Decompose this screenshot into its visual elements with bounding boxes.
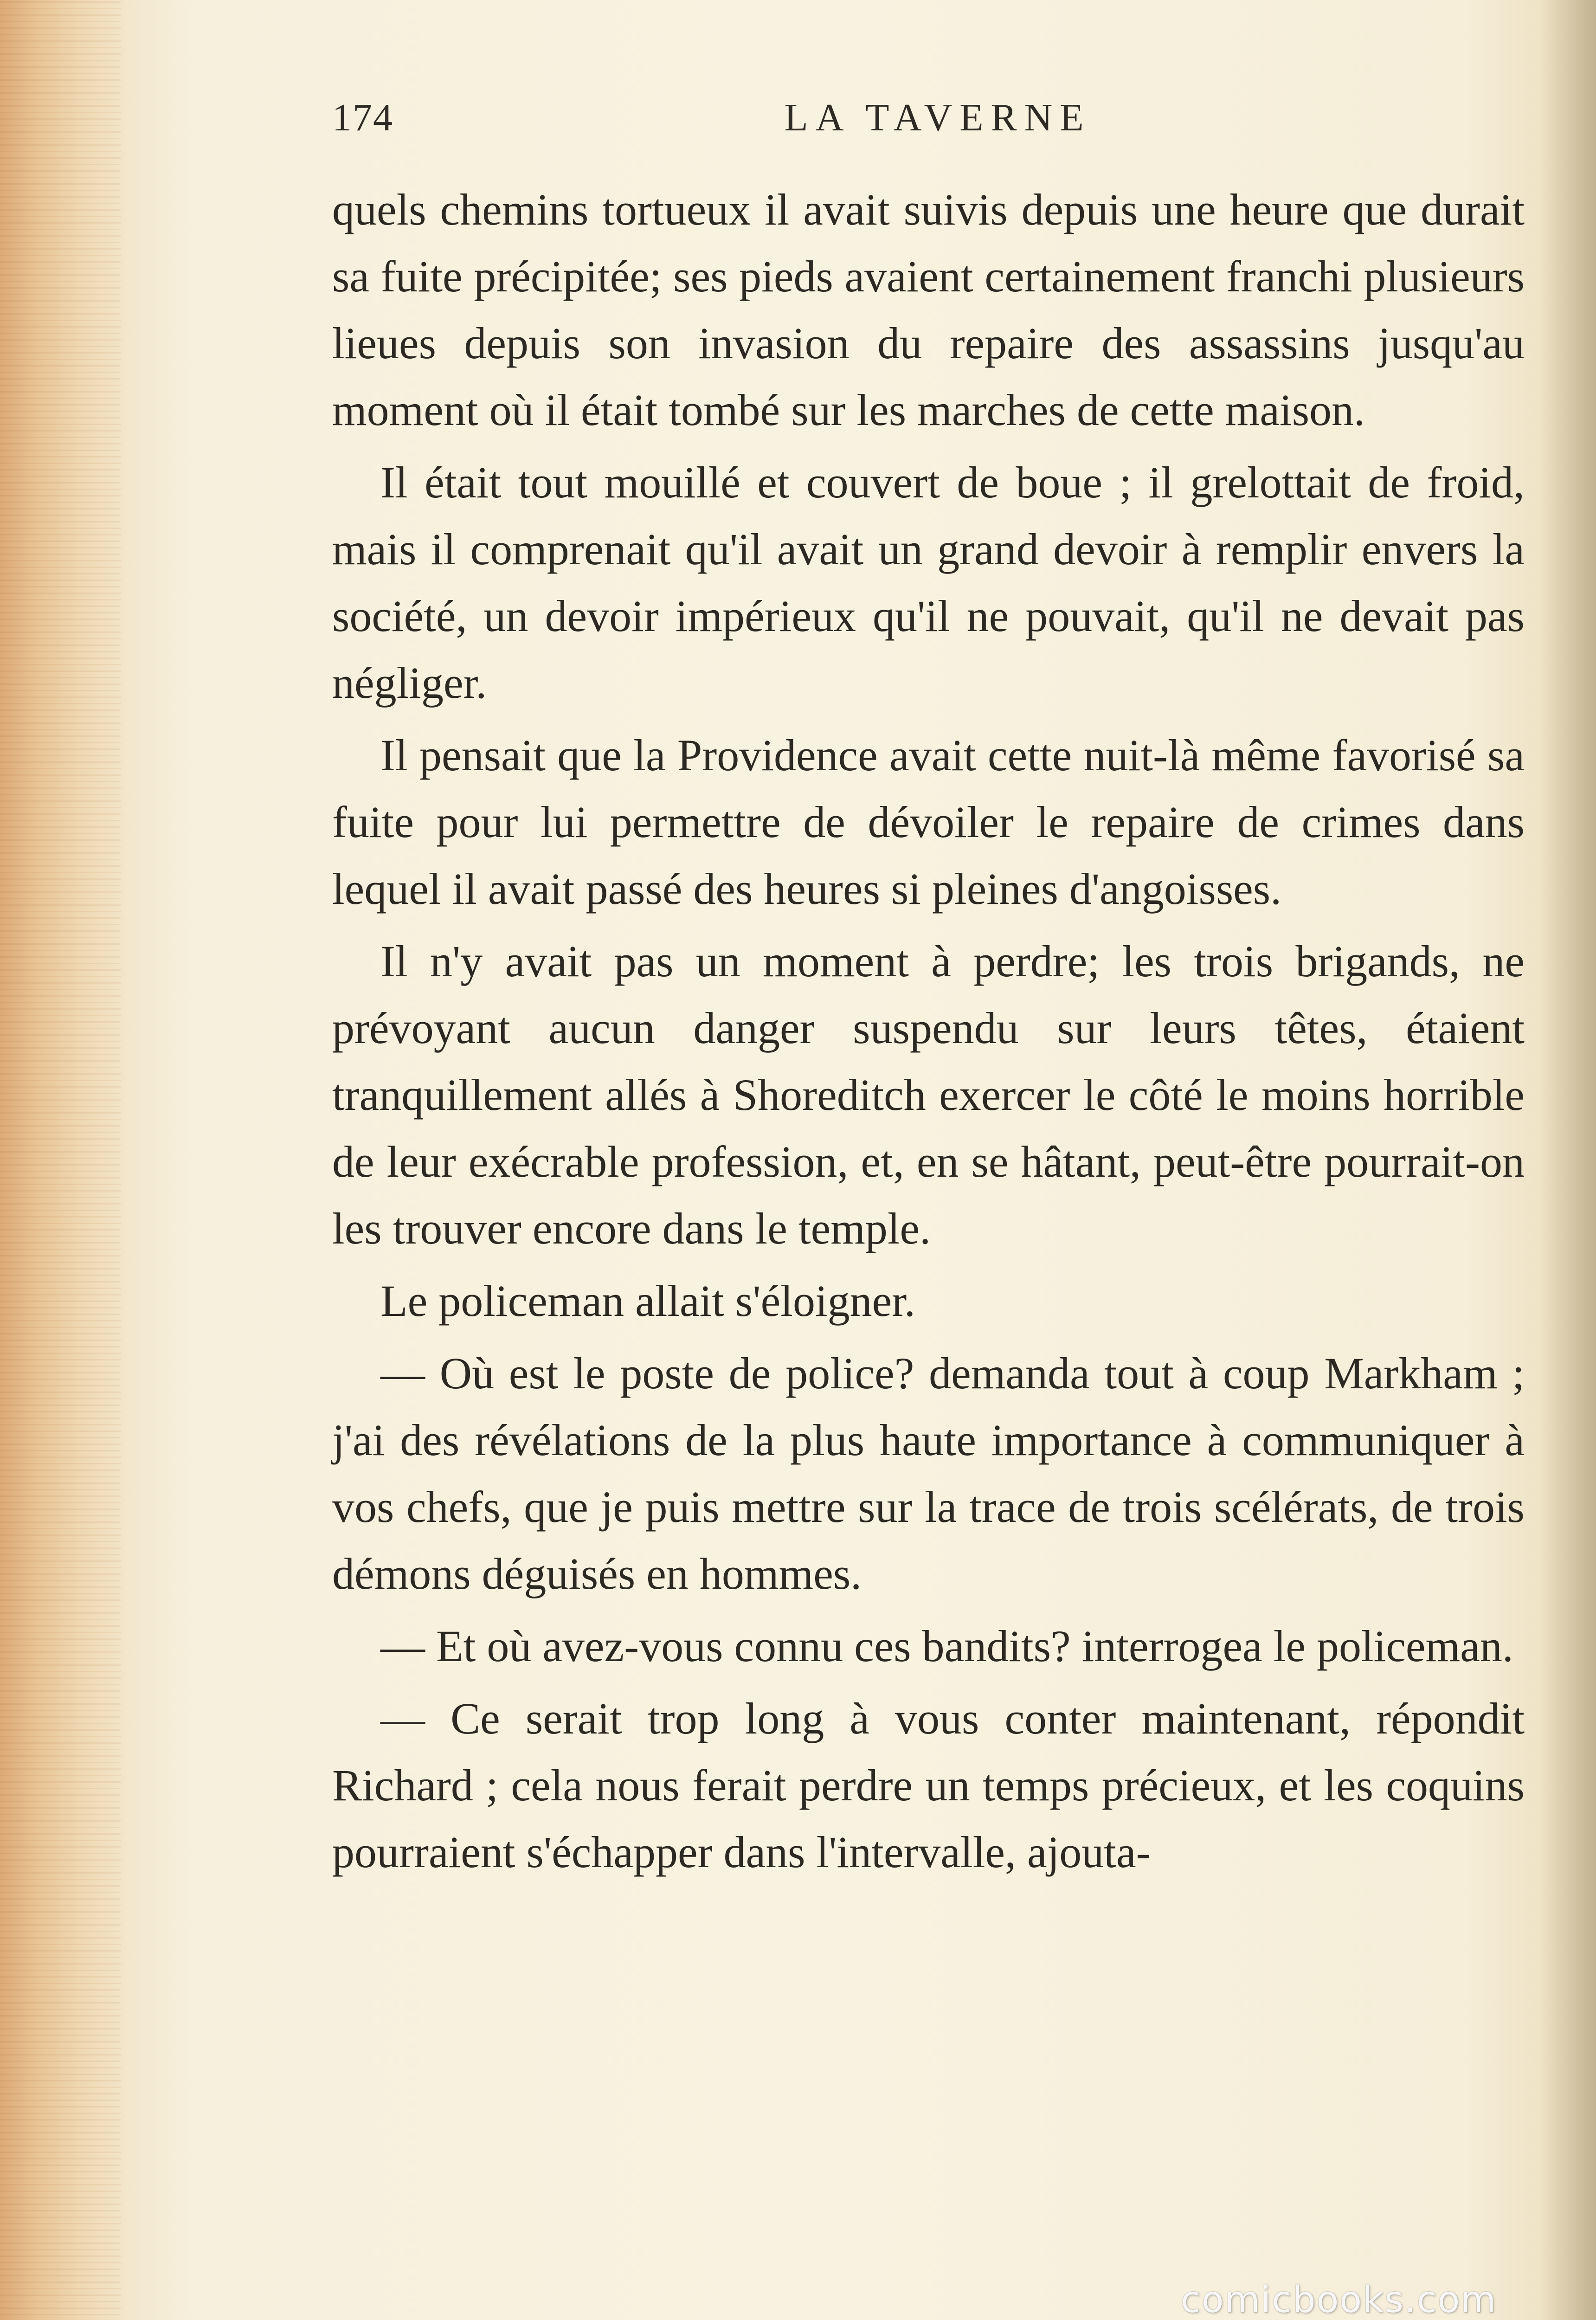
paragraph-8: — Ce serait trop long à vous conter maintenant, répondit Richard ; cela nous ferait perdre un temps précieux, et les coquins pourraient s'échapper dans l'intervalle, ajouta- <box>332 1694 1525 1877</box>
page-gutter-shadow <box>0 0 121 2320</box>
body-text <box>332 176 1525 1891</box>
paragraph-1: quels chemins tortueux il avait suivis depuis une heure que durait sa fuite précipitée; ses pieds avaient certainement franchi plusieurs lieues depuis son invasion du repaire des assassins jusqu'au moment où il était tombé sur les marches de cette maison. <box>332 185 1525 435</box>
paragraph-4: Il n'y avait pas un moment à perdre; les trois brigands, ne prévoyant aucun danger suspendu sur leurs têtes, étaient tranquillement allés à Shoreditch exercer le côté le moins horrible de leur exécrable profession, et, en se hâtant, peut-être pourrait-on les trouver encore dans le temple. <box>332 936 1525 1253</box>
page-edge-shadow <box>1540 0 1596 2320</box>
running-head: LA TAVERNE <box>784 96 1091 139</box>
paragraph-2: Il était tout mouillé et couvert de boue ; il grelottait de froid, mais il comprenait qu'il avait un grand devoir à remplir envers la société, un devoir impérieux qu'il ne pouvait, qu'il ne devait pas négliger. <box>332 458 1525 708</box>
page-header <box>332 95 1525 151</box>
paragraph-6: — Où est le poste de police? demanda tout à coup Markham ; j'ai des révélations de la plus haute importance à communiquer à vos chefs, que je puis mettre sur la trace de trois scélérats, de trois démons déguisés en hommes. <box>332 1348 1525 1598</box>
site-watermark: comicbooks.com <box>1181 2279 1497 2320</box>
paragraph-7: — Et où avez-vous connu ces bandits? interrogea le policeman. <box>380 1621 1513 1671</box>
paragraph-5: Le policeman allait s'éloigner. <box>380 1276 915 1326</box>
paragraph-3: Il pensait que la Providence avait cette nuit-là même favorisé sa fuite pour lui permettre de dévoiler le repaire de crimes dans lequel il avait passé des heures si pleines d'angoisses. <box>332 730 1525 914</box>
page-number: 174 <box>332 96 393 139</box>
